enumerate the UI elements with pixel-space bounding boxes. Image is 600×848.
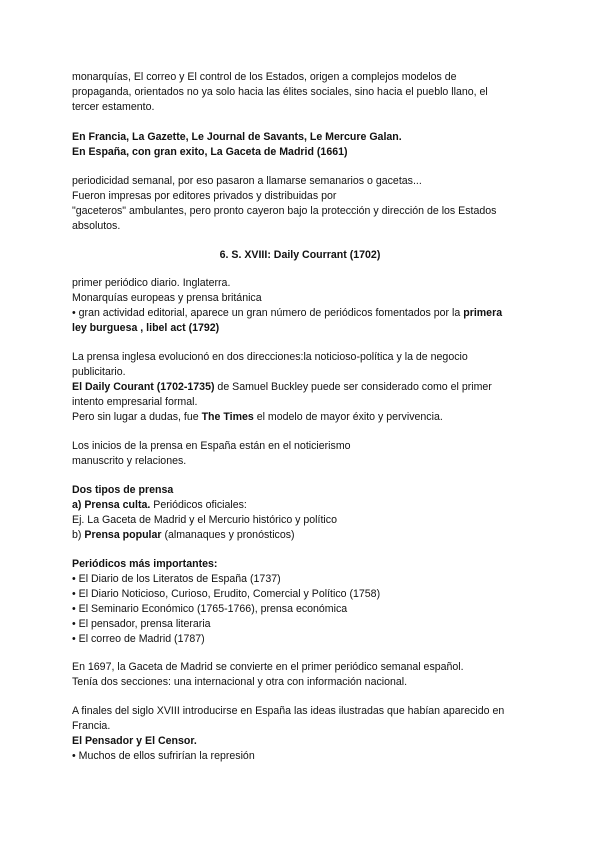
english-press-line-4: intento empresarial formal. — [72, 396, 198, 408]
english-press-line-1: La prensa inglesa evolucionó en dos direcciones:la noticioso-política y la de negocio — [72, 351, 468, 363]
daily-line-2: Monarquías europeas y prensa británica — [72, 292, 262, 304]
daily-bullet-text: • gran actividad editorial, aparece un gran número de periódicos fomentados por la — [72, 307, 464, 319]
periodicity-line-4: absolutos. — [72, 220, 121, 232]
times-line — [72, 410, 443, 425]
type-a-label: a) Prensa culta. — [72, 499, 151, 511]
times-post: el modelo de mayor éxito y pervivencia. — [253, 411, 443, 423]
spain-press-line-2: manuscrito y relaciones. — [72, 455, 187, 467]
list-item: • El pensador, prensa literaria — [72, 618, 211, 630]
spain-press-line-1: Los inicios de la prensa en España están en el noticierismo — [72, 440, 351, 452]
daily-courant-line — [72, 380, 492, 395]
enlightenment-line-2: Francia. — [72, 720, 111, 732]
list-item: • El Diario Noticioso, Curioso, Erudito, Comercial y Político (1758) — [72, 588, 381, 600]
type-b-label: Prensa popular — [84, 529, 162, 541]
gaceta-1697-line-1: En 1697, la Gaceta de Madrid se convierte en el primer periódico semanal español. — [72, 661, 464, 673]
type-a-example: Ej. La Gaceta de Madrid y el Mercurio histórico y político — [72, 514, 337, 526]
section-heading: 6. S. XVIII: Daily Courrant (1702) — [219, 249, 381, 261]
list-item: • El Seminario Económico (1765-1766), prensa económica — [72, 603, 348, 615]
type-b-line — [72, 528, 295, 543]
daily-bullet — [72, 306, 502, 321]
daily-courant-rest: de Samuel Buckley puede ser considerado como el primer — [214, 381, 492, 393]
intro-line-2: propaganda, orientados no ya solo hacia las élites sociales, sino hacia el pueblo llano, el — [72, 86, 488, 98]
times-title: The Times — [201, 411, 254, 423]
enlightenment-bold: El Pensador y El Censor. — [72, 735, 197, 747]
types-heading: Dos tipos de prensa — [72, 484, 174, 496]
type-b-rest: (almanaques y pronósticos) — [161, 529, 295, 541]
daily-line-1: primer periódico diario. Inglaterra. — [72, 277, 231, 289]
gaceta-1697-line-2: Tenía dos secciones: una internacional y otra con información nacional. — [72, 676, 408, 688]
times-pre: Pero sin lugar a dudas, fue — [72, 411, 202, 423]
type-a-line — [72, 498, 247, 513]
intro-line-1: monarquías, El correo y El control de los Estados, origen a complejos modelos de — [72, 71, 457, 83]
enlightenment-bullet: • Muchos de ellos sufrirían la represión — [72, 750, 255, 762]
daily-bullet-line-2: ley burguesa , libel act (1792) — [72, 322, 220, 334]
gazettes-france: En Francia, La Gazette, Le Journal de Savants, Le Mercure Galan. — [72, 131, 402, 143]
important-heading: Periódicos más importantes: — [72, 558, 218, 570]
periodicity-line-2: Fueron impresas por editores privados y distribuidas por — [72, 190, 337, 202]
type-b-pre: b) — [72, 529, 85, 541]
periodicity-line-3: "gaceteros" ambulantes, pero pronto cayeron bajo la protección y dirección de los Estados — [72, 205, 497, 217]
intro-line-3: tercer estamento. — [72, 101, 155, 113]
list-item: • El correo de Madrid (1787) — [72, 633, 205, 645]
daily-courant-title: El Daily Courant (1702-1735) — [72, 381, 215, 393]
english-press-line-2: publicitario. — [72, 366, 126, 378]
gazettes-spain: En España, con gran exito, La Gaceta de Madrid (1661) — [72, 146, 348, 158]
enlightenment-line-1: A finales del siglo XVIII introducirse en España las ideas ilustradas que habían aparecido en — [72, 705, 505, 717]
daily-bullet-bold: primera — [463, 307, 503, 319]
type-a-rest: Periódicos oficiales: — [150, 499, 247, 511]
periodicity-line-1: periodicidad semanal, por eso pasaron a llamarse semanarios o gacetas... — [72, 175, 422, 187]
list-item: • El Diario de los Literatos de España (1737) — [72, 573, 281, 585]
